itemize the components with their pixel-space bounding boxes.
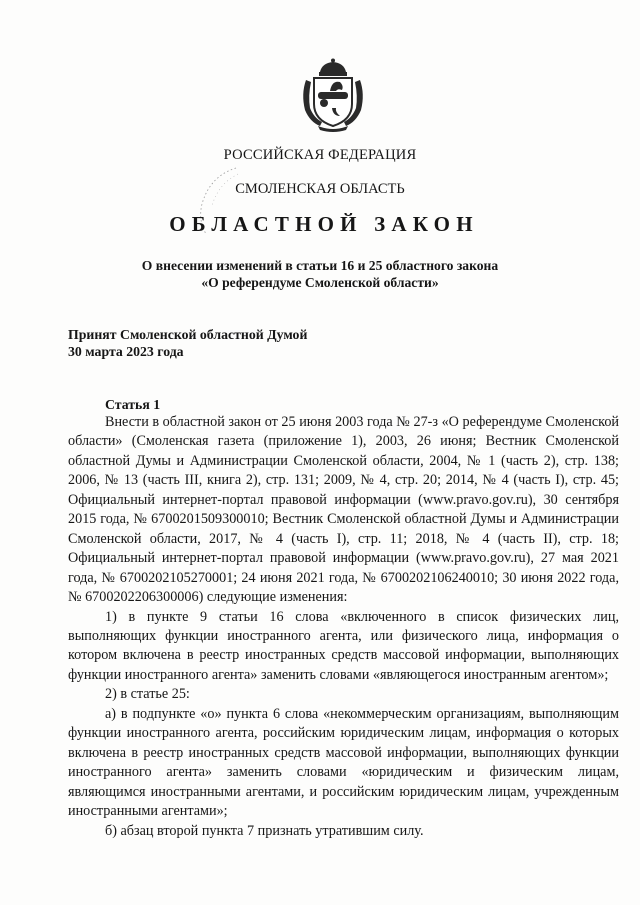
adopted-by: Принят Смоленской областной Думой: [68, 327, 308, 342]
document-type-title: ОБЛАСТНОЙ ЗАКОН: [169, 212, 479, 236]
law-subject-line-2: «О референдуме Смоленской области»: [201, 275, 439, 290]
article-body: [68, 413, 619, 841]
article-paragraph: 1) в пункте 9 статьи 16 слова «включенного в список физических лиц, выполняющих функции иностранного агента, или физического лица, информация о котором включена в реестр иностранных средств массовой информации, выполняющих функции иностранного агента» заменить словами «являющегося иностранным агентом»;: [68, 608, 619, 683]
article-paragraph: Внести в областной закон от 25 июня 2003 года № 27-з «О референдуме Смоленской области» (Смоленская газета (приложение 1), 2003, 26 июня; Вестник Смоленской областной Думы и Администрации Смоленской области, 2004, № 1 (часть 2), стр. 138; 2006, № 13 (часть III, книга 2), стр. 131; 2009, № 4, стр. 20; 2014, № 4 (часть I), стр. 45; Официальный интернет-портал правовой информации (www.pravo.gov.ru), 30 сентября 2015 года, № 6700201509300010; Вестник Смоленской областной Думы и Администрации Смоленской области, 2017, № 4 (часть I), стр. 11; 2018, № 4 (часть II), стр. 18; Официальный интернет-портал правовой информации (www.pravo.gov.ru), 27 мая 2021 года, № 6700202105270001; 24 июня 2021 года, № 6700202106240010; 30 июня 2022 года, № 6700202206300006) следующие изменения:: [68, 414, 619, 606]
adoption-date: 30 марта 2023 года: [68, 344, 184, 359]
article-title: Статья 1: [105, 397, 161, 412]
region-heading: СМОЛЕНСКАЯ ОБЛАСТЬ: [235, 181, 405, 197]
article-paragraph: б) абзац второй пункта 7 признать утратившим силу.: [105, 822, 424, 839]
law-subject-line-1: О внесении изменений в статьи 16 и 25 областного закона: [141, 258, 499, 273]
article-paragraph: 2) в статье 25:: [105, 686, 190, 703]
country-heading: РОССИЙСКАЯ ФЕДЕРАЦИЯ: [223, 147, 417, 163]
coat-of-arms-icon: [300, 58, 366, 132]
article-paragraph: а) в подпункте «о» пункта 6 слова «некоммерческим организациям, выполняющим функции иностранного агента, российским юридическим лицам, информация о которых включена в реестр иностранных средств массовой информации, выполняющих функции иностранного агента» заменить словами «юридическим и физическим лицам, являющимся иностранными агентами, и российским юридическим лицам, учрежденным иностранными агентами»;: [68, 705, 619, 820]
